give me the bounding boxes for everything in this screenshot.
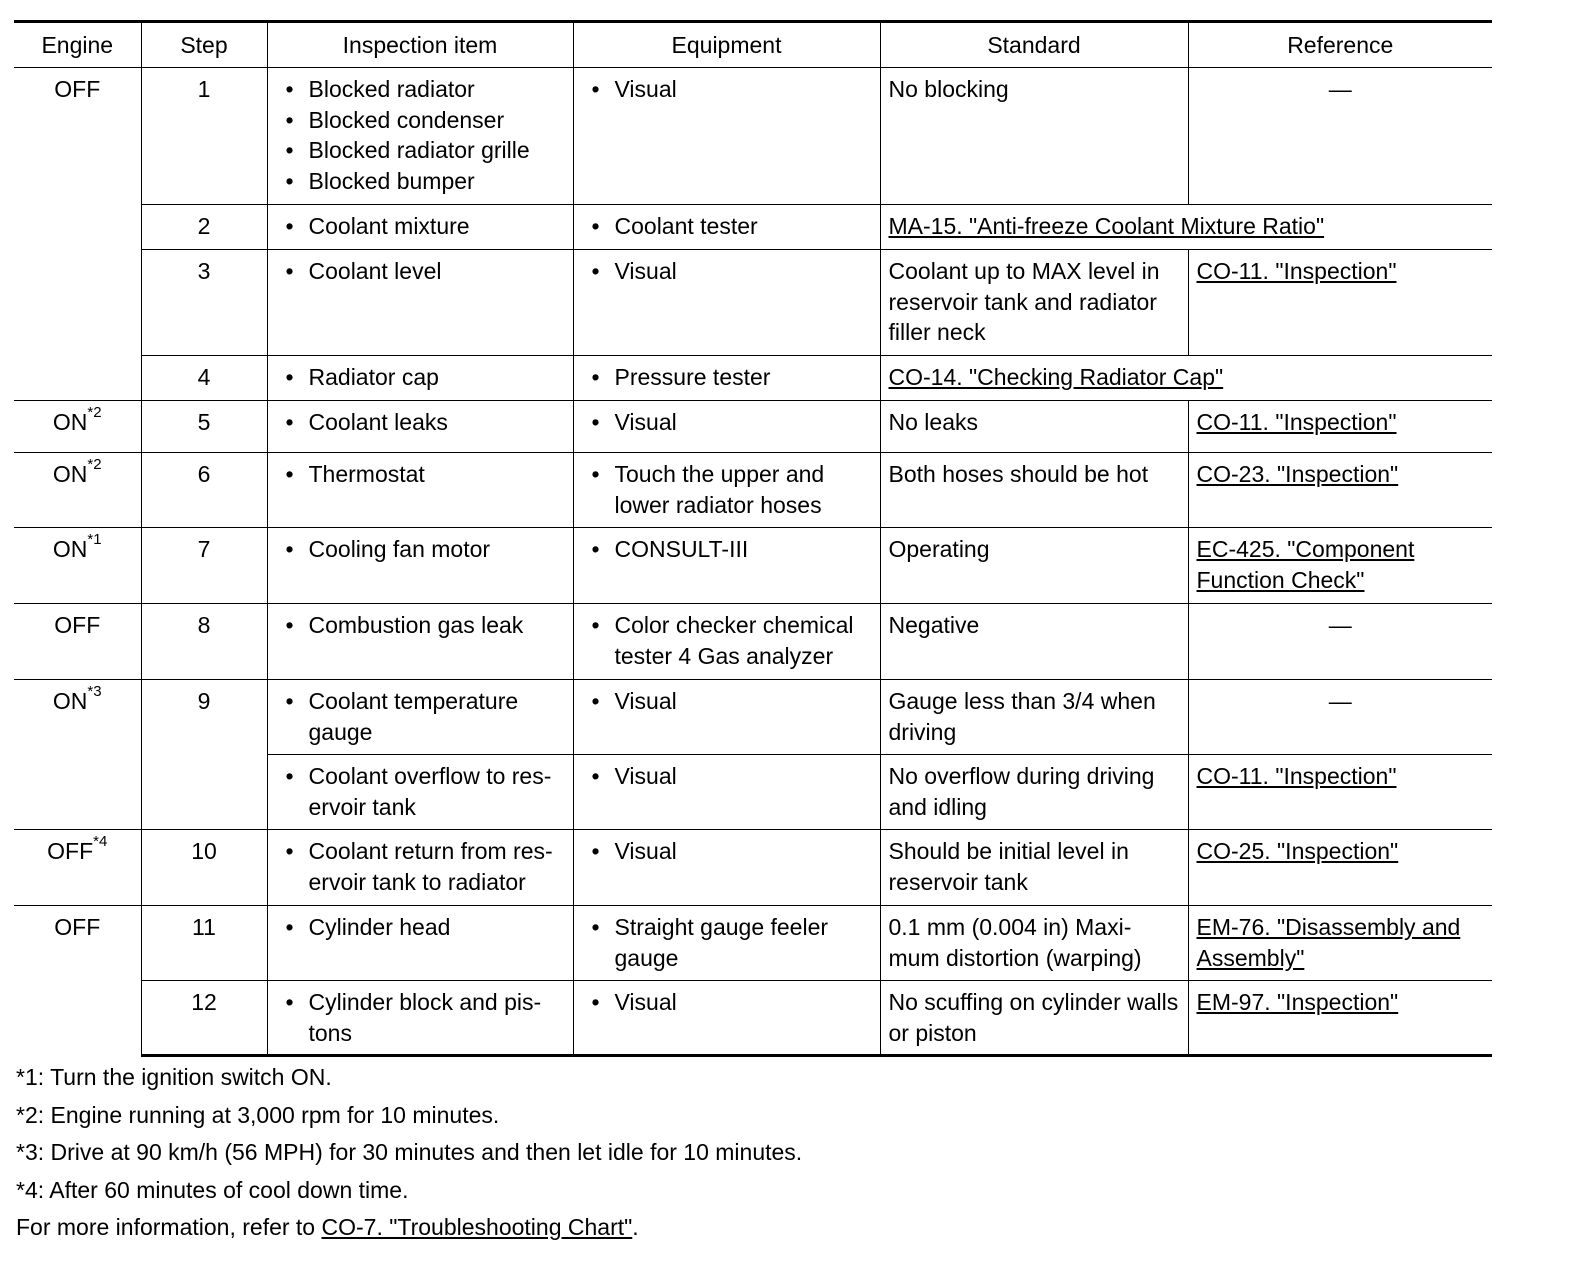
equipment-cell [573,205,880,250]
header-standard: Standard [880,22,1188,68]
reference-cell [1188,250,1492,356]
standard-cell: Operating [880,528,1188,604]
header-inspection-item: Inspection item [267,22,573,68]
reference-cell [1188,528,1492,604]
list-item: • Visual [582,686,872,717]
inspection-item-cell [267,401,573,453]
equipment-cell [573,250,880,356]
engine-footnote-marker: *2 [87,456,102,474]
engine-cell [14,830,141,906]
inspection-item-cell [267,68,573,205]
engine-footnote-marker: *2 [87,404,102,422]
standard-cell: No overflow during driving and idling [880,755,1188,830]
list-item: • Cylinder head [276,912,565,943]
step-cell: 12 [141,981,267,1056]
equipment-cell [573,981,880,1056]
list-item: • Visual [582,407,872,438]
reference-cell: — [1188,604,1492,680]
engine-cell [14,680,141,830]
list-item: • Radiator cap [276,362,565,393]
list-item: • Coolant temperature gauge [276,686,565,747]
list-item: • Coolant tester [582,211,872,242]
list-item: • Coolant leaks [276,407,565,438]
equipment-cell [573,830,880,906]
footnotes [16,1062,802,1250]
reference-cell [1188,981,1492,1056]
engine-state: ON [52,688,88,714]
table-row [14,250,1492,356]
table-row [14,981,1492,1056]
standard-cell: No scuffing on cylinder walls or piston [880,981,1188,1056]
engine-footnote-marker: *3 [87,683,102,701]
step-cell: 2 [141,205,267,250]
list-item: • Coolant mixture [276,211,565,242]
engine-cell [14,906,141,1056]
list-item: • Cylinder block and pis- tons [276,987,565,1048]
inspection-item-cell [267,205,573,250]
list-item: • Coolant overflow to res- ervoir tank [276,761,565,822]
step-cell: 6 [141,453,267,528]
list-item: • Visual [582,74,872,105]
engine-state: OFF [47,838,94,864]
engine-footnote-marker: *1 [87,531,102,549]
inspection-item-cell [267,356,573,401]
inspection-item-cell [267,604,573,680]
step-cell: 9 [141,680,267,830]
equipment-cell [573,528,880,604]
list-item: • Blocked condenser [276,105,565,136]
engine-cell [14,401,141,453]
equipment-cell [573,68,880,205]
list-item: • Color checker chemical tester 4 Gas analyzer [582,610,872,671]
reference-cell [1188,755,1492,830]
engine-state: OFF [54,612,101,638]
table-row [14,401,1492,453]
inspection-item-cell [267,755,573,830]
reference-link[interactable]: EC-425. "Component Function Check" [1196,536,1415,593]
standard-cell: Gauge less than 3/4 when driving [880,680,1188,755]
more-info-line [16,1212,802,1250]
standard-cell: Negative [880,604,1188,680]
more-info-suffix: . [632,1214,639,1240]
step-cell: 11 [141,906,267,981]
list-item: • Combustion gas leak [276,610,565,641]
table-row [14,906,1492,981]
list-item: • Pressure tester [582,362,872,393]
standard-cell: No leaks [880,401,1188,453]
list-item: • Blocked bumper [276,166,565,197]
inspection-item-cell [267,453,573,528]
reference-cell: — [1188,680,1492,755]
footnote: *2: Engine running at 3,000 rpm for 10 minutes. [16,1101,500,1128]
standard-reference-cell [880,356,1492,401]
table-row [14,830,1492,906]
table-row [14,356,1492,401]
standard-reference-cell [880,205,1492,250]
standard-cell: Should be initial level in reservoir tank [880,830,1188,906]
list-item: • CONSULT-III [582,534,872,565]
list-item: • Coolant return from res- ervoir tank to radiator [276,836,565,897]
inspection-item-cell [267,981,573,1056]
troubleshooting-chart-link[interactable]: CO-7. "Troubleshooting Chart" [321,1214,633,1240]
equipment-cell [573,680,880,755]
equipment-cell [573,401,880,453]
equipment-cell [573,755,880,830]
footnote: *3: Drive at 90 km/h (56 MPH) for 30 minutes and then let idle for 10 minutes. [16,1139,803,1165]
engine-state: OFF [54,76,101,102]
inspection-table [14,20,1492,1057]
standard-cell: Coolant up to MAX level in reservoir tank and radiator filler neck [880,250,1188,356]
step-cell: 8 [141,604,267,680]
reference-cell [1188,906,1492,981]
reference-link[interactable]: CO-23. "Inspection" [1196,461,1399,487]
table-row [14,680,1492,755]
equipment-cell [573,356,880,401]
standard-cell: 0.1 mm (0.004 in) Maxi- mum distortion (warping) [880,906,1188,981]
inspection-item-cell [267,250,573,356]
header-engine: Engine [14,22,141,68]
step-cell: 1 [141,68,267,205]
list-item: • Cooling fan motor [276,534,565,565]
list-item: • Coolant level [276,256,565,287]
table-row [14,68,1492,205]
engine-footnote-marker: *4 [93,833,108,851]
list-item: • Visual [582,256,872,287]
reference-link[interactable]: CO-11. "Inspection" [1196,763,1397,789]
table-row [14,528,1492,604]
footnote: *1: Turn the ignition switch ON. [16,1064,332,1090]
inspection-item-cell [267,906,573,981]
reference-link[interactable]: CO-14. "Checking Radiator Cap" [888,364,1224,390]
list-item: • Touch the upper and lower radiator hoses [582,459,872,520]
equipment-cell [573,453,880,528]
header-equipment: Equipment [573,22,880,68]
more-info-prefix: For more information, refer to [16,1214,322,1240]
list-item: • Visual [582,836,872,867]
inspection-item-cell [267,528,573,604]
reference-cell [1188,453,1492,528]
header-reference: Reference [1188,22,1492,68]
list-item: • Straight gauge feeler gauge [582,912,872,973]
step-cell: 3 [141,250,267,356]
table-header-row [14,22,1492,68]
reference-link[interactable]: CO-11. "Inspection" [1196,258,1397,284]
list-item: • Thermostat [276,459,565,490]
engine-state: ON [52,536,88,562]
engine-cell [14,68,141,401]
reference-link[interactable]: MA-15. "Anti-freeze Coolant Mixture Ratio" [888,213,1325,239]
table-row [14,604,1492,680]
engine-state: ON [52,409,88,435]
reference-cell [1188,401,1492,453]
engine-cell [14,604,141,680]
equipment-cell [573,604,880,680]
engine-cell [14,453,141,528]
footnote: *4: After 60 minutes of cool down time. [16,1176,409,1203]
standard-cell: No blocking [880,68,1188,205]
list-item: • Blocked radiator grille [276,135,565,166]
list-item: • Visual [582,987,872,1018]
reference-link[interactable]: CO-25. "Inspection" [1196,838,1399,864]
step-cell: 5 [141,401,267,453]
reference-cell: — [1188,68,1492,205]
inspection-item-cell [267,680,573,755]
engine-cell [14,528,141,604]
list-item: • Blocked radiator [276,74,565,105]
engine-state: ON [52,461,88,487]
reference-cell [1188,830,1492,906]
inspection-item-cell [267,830,573,906]
header-step: Step [141,22,267,68]
standard-cell: Both hoses should be hot [880,453,1188,528]
list-item: • Visual [582,761,872,792]
equipment-cell [573,906,880,981]
engine-state: OFF [54,914,101,940]
table-row [14,453,1492,528]
reference-link[interactable]: EM-97. "Inspection" [1196,989,1399,1015]
step-cell: 10 [141,830,267,906]
step-cell: 4 [141,356,267,401]
reference-link[interactable]: CO-11. "Inspection" [1196,409,1397,435]
reference-link[interactable]: EM-76. "Disassembly and Assembly" [1196,914,1461,971]
step-cell: 7 [141,528,267,604]
table-row [14,205,1492,250]
